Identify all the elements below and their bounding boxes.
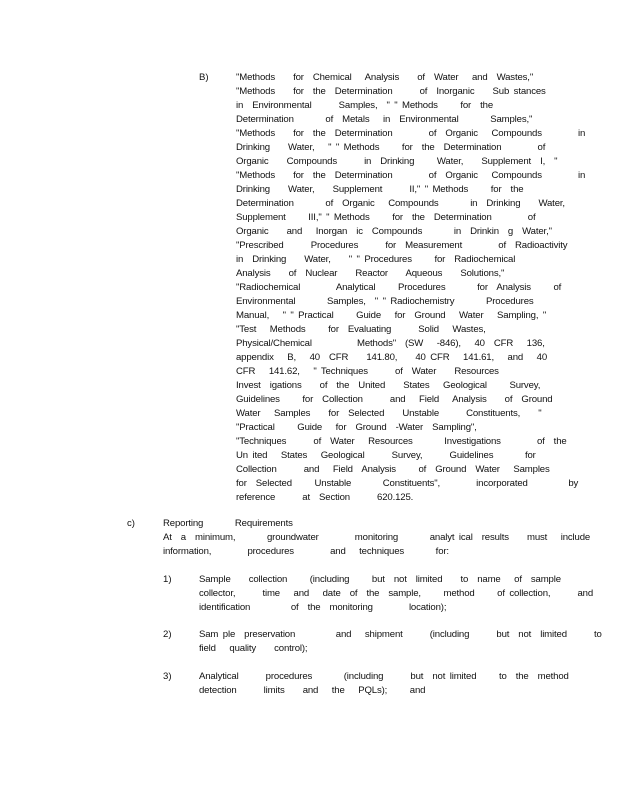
section-b-line: Guidelines for Collection and Field Analysis of Ground <box>236 394 553 405</box>
section-b-line: reference at Section 620.125. <box>236 492 414 503</box>
item-1-line: collector, time and date of the sample, method of collection, and <box>199 588 594 599</box>
section-b-line: Determination of Metals in Environmental Samples," <box>236 114 533 125</box>
item-3-line: Analytical procedures (including but not limited to the method <box>199 671 569 682</box>
section-b-line: "Practical Guide for Ground -Water Sampling", <box>236 422 477 433</box>
item-1-number: 1) <box>163 574 172 585</box>
section-c-heading: Reporting Requirements <box>163 518 293 529</box>
section-b-line: Invest igations of the United States Geological Survey, <box>236 380 541 391</box>
section-b-line: "Prescribed Procedures for Measurement of Radioactivity <box>236 240 568 251</box>
section-b-line: Organic Compounds in Drinking Water, Supplement I, " <box>236 156 558 167</box>
section-b-line: Environmental Samples, " " Radiochemistry Procedures <box>236 296 534 307</box>
item-1-line: identification of the monitoring location); <box>199 602 447 613</box>
item-2-line: field quality control); <box>199 643 308 654</box>
item-3-number: 3) <box>163 671 172 682</box>
section-b-line: "Methods for the Determination of Inorganic Sub stances <box>236 86 546 97</box>
section-b-line: "Methods for Chemical Analysis of Water and Wastes," <box>236 72 534 83</box>
section-b-line: for Selected Unstable Constituents", incorporated by <box>236 478 579 489</box>
section-b-label: B) <box>199 72 209 83</box>
section-b-line: Un ited States Geological Survey, Guidelines for <box>236 450 536 461</box>
section-b-line: Collection and Field Analysis of Ground Water Samples <box>236 464 550 475</box>
section-b-line: "Test Methods for Evaluating Solid Wastes, <box>236 324 486 335</box>
section-b-line: Organic and Inorgan ic Compounds in Drinkin g Water," <box>236 226 552 237</box>
section-b-line: Drinking Water, " " Methods for the Determination of <box>236 142 546 153</box>
item-1-line: Sample collection (including but not limited to name of sample <box>199 574 561 585</box>
section-b-line: in Environmental Samples, " " Methods for the <box>236 100 494 111</box>
section-b-line: in Drinking Water, " " Procedures for Radiochemical <box>236 254 516 265</box>
section-b-line: Physical/Chemical Methods" (SW -846), 40 CFR 136, <box>236 338 545 349</box>
section-b-line: "Methods for the Determination of Organic Compounds in <box>236 170 586 181</box>
section-b-line: "Techniques of Water Resources Investigations of the <box>236 436 567 447</box>
item-3-line: detection limits and the PQLs); and <box>199 685 426 696</box>
section-b-line: Analysis of Nuclear Reactor Aqueous Solutions," <box>236 268 505 279</box>
section-b-line: "Methods for the Determination of Organic Compounds in <box>236 128 586 139</box>
section-c-intro-line: information, procedures and techniques for: <box>163 546 449 557</box>
section-c-label: c) <box>127 518 135 529</box>
section-b-line: Supplement III," " Methods for the Determination of <box>236 212 536 223</box>
section-b-line: Determination of Organic Compounds in Drinking Water, <box>236 198 565 209</box>
section-b-line: CFR 141.62, " Techniques of Water Resources <box>236 366 499 377</box>
section-b-line: "Radiochemical Analytical Procedures for Analysis of <box>236 282 562 293</box>
item-2-number: 2) <box>163 629 172 640</box>
section-c-intro-line: At a minimum, groundwater monitoring analyt ical results must include <box>163 532 591 543</box>
section-b-line: Manual, " " Practical Guide for Ground Water Sampling, " <box>236 310 547 321</box>
item-2-line: Sam ple preservation and shipment (including but not limited to <box>199 629 602 640</box>
section-b-line: Water Samples for Selected Unstable Constituents, " <box>236 408 542 419</box>
section-b-line: Drinking Water, Supplement II," " Methods for the <box>236 184 524 195</box>
section-b-line: appendix B, 40 CFR 141.80, 40 CFR 141.61, and 40 <box>236 352 548 363</box>
